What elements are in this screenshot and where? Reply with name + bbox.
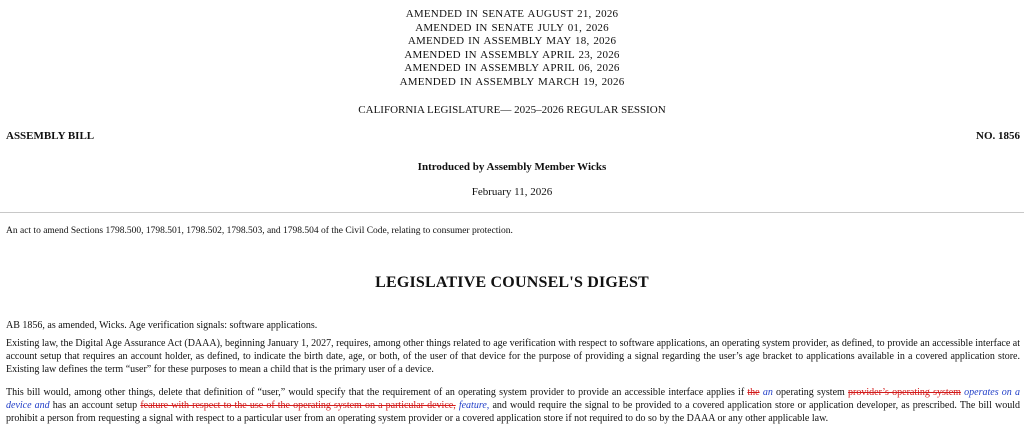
digest-title: LEGISLATIVE COUNSEL'S DIGEST: [375, 274, 649, 291]
bill-text: has an account setup: [49, 399, 141, 411]
bill-text: operating system: [772, 387, 849, 398]
existing-law-paragraph: Existing law, the Digital Age Assurance Act (DAAA), beginning January 1, 2027, requires, among other things related to age verification with respect to software applications, an operating system provider, as defined, to provide an accessible interface at account setup that requires an account holder, as defined, to indicate the birth date, age, or both, of the user of that device for the purpose of providing a signal regarding the user’s age bracket to applications available in a covered application store. Existing law defines the term “user” for these purposes to mean a child that is the primary user of a device.: [6, 338, 1020, 375]
amendment-line: AMENDED IN SENATE AUGUST 21, 2026: [405, 8, 619, 20]
digest-summary: AB 1856, as amended, Wicks. Age verification signals: software applications.: [6, 320, 318, 331]
bill-type: ASSEMBLY BILL: [6, 130, 95, 142]
inserted-text: feature,: [458, 399, 490, 411]
amendment-line: AMENDED IN ASSEMBLY APRIL 23, 2026: [404, 48, 620, 61]
inserted-text: operates on a device and: [6, 387, 1021, 411]
deleted-text: the: [747, 387, 760, 398]
bill-number: NO. 1856: [976, 130, 1020, 142]
introduced-by: Introduced by Assembly Member Wicks: [417, 161, 607, 173]
deleted-text: provider’s operating system: [848, 387, 961, 398]
deleted-text: feature with respect to the use of the operating system on a particular device,: [140, 399, 456, 411]
bill-header: [6, 130, 1020, 142]
amendment-history: [0, 8, 1024, 90]
inserted-text: an: [762, 387, 773, 398]
session-heading: CALIFORNIA LEGISLATURE— 2025–2026 REGULAR SESSION: [358, 104, 666, 116]
amendment-line: AMENDED IN ASSEMBLY MARCH 19, 2026: [399, 75, 625, 88]
bill-text: This bill would, among other things, delete that definition of “user,” would specify that the requirement of an operating system provider to provide an accessible interface applies if: [6, 387, 748, 398]
introduction-date: February 11, 2026: [471, 186, 553, 198]
act-title: An act to amend Sections 1798.500, 1798.501, 1798.502, 1798.503, and 1798.504 of the Civil Code, relating to consumer protection.: [6, 226, 513, 236]
amendment-line: AMENDED IN ASSEMBLY MAY 18, 2026: [407, 35, 617, 48]
amendment-line: AMENDED IN SENATE JULY 01, 2026: [415, 21, 609, 34]
divider: [0, 212, 1024, 213]
bill-effect-paragraph: [6, 387, 1020, 425]
amendment-line: AMENDED IN ASSEMBLY APRIL 06, 2026: [404, 62, 620, 75]
bill-text: and would require the signal to be provided to a covered application store or application developer, as prescribed. The bill would prohibit a person from requesting a signal with respect to a particular user from an operating system provider or a covered application store if not required to do so by the DAAA or any other applicable law.: [6, 399, 1020, 424]
